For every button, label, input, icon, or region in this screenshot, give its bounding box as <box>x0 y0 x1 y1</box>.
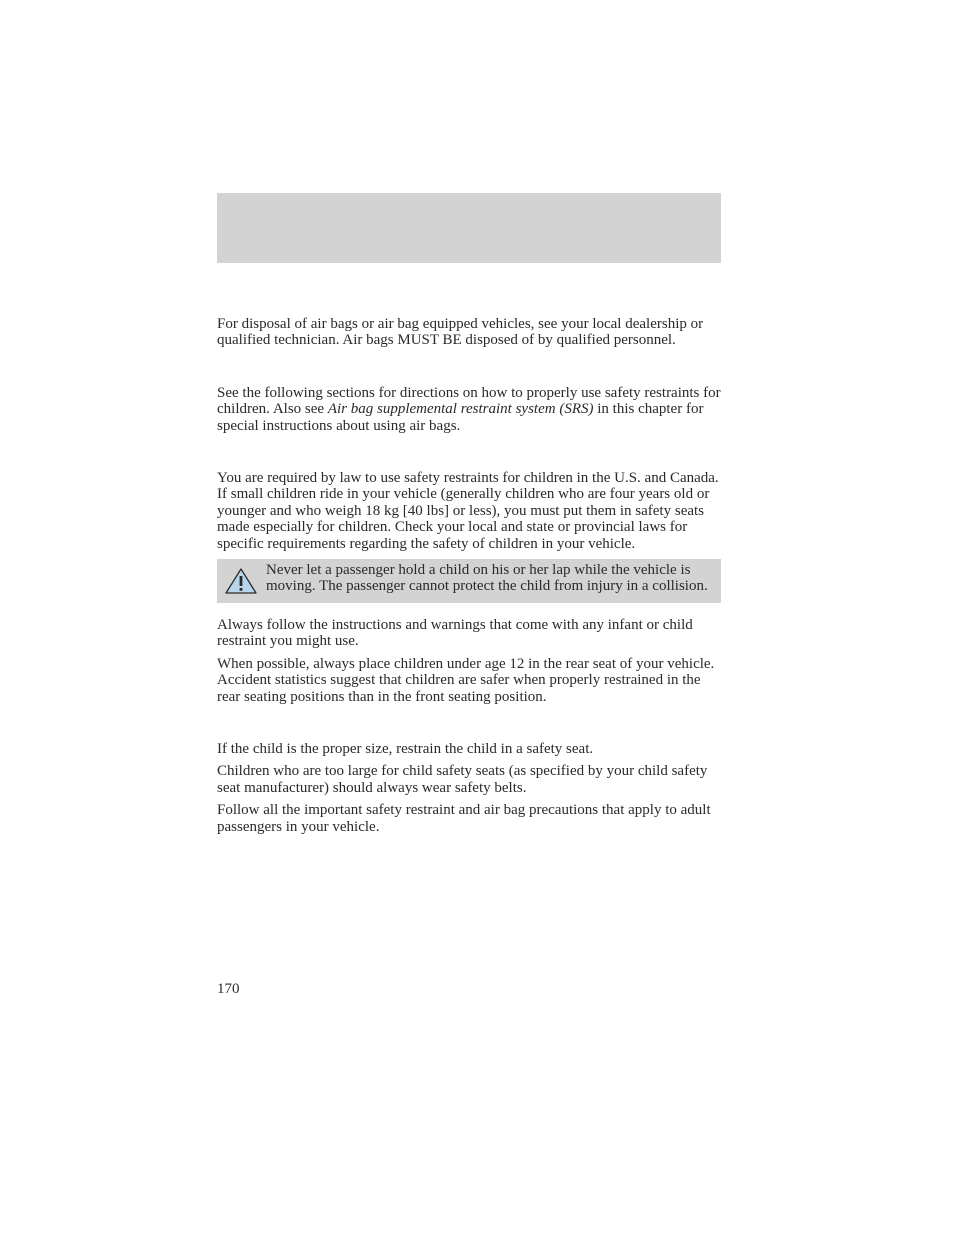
when-possible-paragraph: When possible, always place children under age 12 in the rear seat of your vehicle. Accident statistics suggest that children are safer when properly restrained in the rear seating positions than in the front seating position. <box>217 655 715 705</box>
see-following-paragraph <box>217 385 723 434</box>
follow-all-paragraph: Follow all the important safety restraint and air bag precautions that apply to adult passengers in your vehicle. <box>217 802 711 835</box>
warning-text: Never let a passenger hold a child on his or her lap while the vehicle is moving. The passenger cannot protect the child from injury in a collision. <box>266 562 708 595</box>
header-band <box>217 193 721 263</box>
see-following-text-a: See the following sections for directions on how to properly use safety restraints for children. Also see <box>217 384 721 418</box>
srs-reference: Air bag supplemental restraint system (SRS) <box>327 401 594 418</box>
required-by-law-paragraph: You are required by law to use safety restraints for children in the U.S. and Canada. If small children ride in your vehicle (generally children who are four years old or younger and who weigh 18 kg [40 lbs] or less), you must put them in safety seats made especially for children. Check your local and state or provincial laws for specific requirements regarding the safety of children in your vehicle. <box>217 470 719 552</box>
always-follow-paragraph: Always follow the instructions and warnings that come with any infant or child restraint you might use. <box>217 616 693 650</box>
warning-triangle-icon <box>224 567 258 595</box>
proper-size-paragraph: If the child is the proper size, restrain the child in a safety seat. <box>217 740 594 757</box>
see-following-text-b: in this chapter for special instructions about using air bags. <box>217 401 704 434</box>
disposal-paragraph: For disposal of air bags or air bag equipped vehicles, see your local dealership or qualified technician. Air bags MUST BE disposed of by qualified personnel. <box>217 316 704 349</box>
page-content <box>217 316 723 835</box>
too-large-paragraph: Children who are too large for child safety seats (as specified by your child safety seat manufacturer) should always wear safety belts. <box>217 763 708 796</box>
page-number: 170 <box>217 981 240 997</box>
warning-box <box>217 559 721 603</box>
